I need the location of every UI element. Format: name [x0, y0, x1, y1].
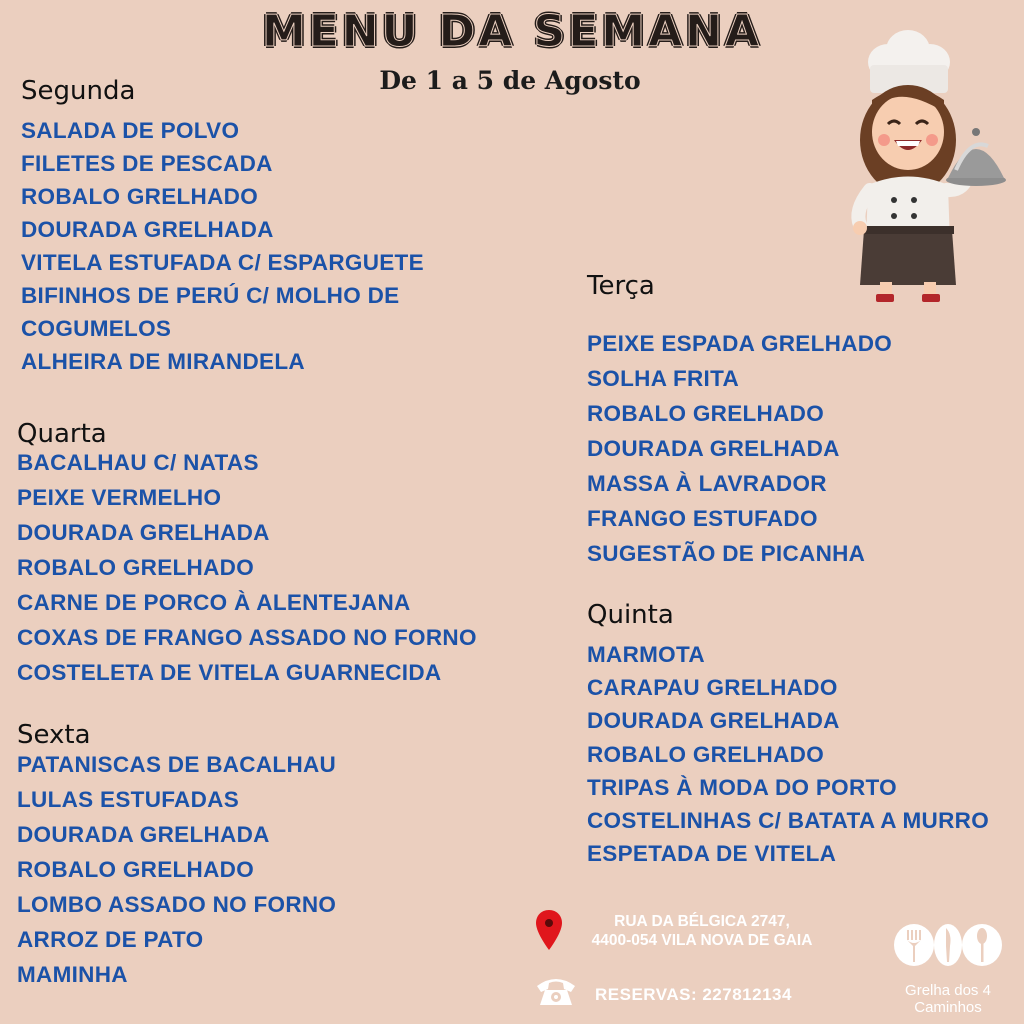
menu-item: CARNE DE PORCO À ALENTEJANA	[17, 590, 411, 615]
menu-item: SUGESTÃO DE PICANHA	[587, 541, 866, 566]
menu-item: ROBALO GRELHADO	[17, 555, 254, 580]
menu-item: PEIXE VERMELHO	[17, 485, 222, 510]
menu-item: COSTELETA DE VITELA GUARNECIDA	[17, 660, 442, 685]
menu-item: TRIPAS À MODA DO PORTO	[587, 774, 897, 800]
menu-item: DOURADA GRELHADA	[21, 217, 274, 242]
logo-line-1: Grelha dos 4	[905, 982, 991, 999]
telephone-icon	[534, 974, 578, 1008]
menu-list-quinta	[587, 638, 989, 870]
menu-item: COXAS DE FRANGO ASSADO NO FORNO	[17, 625, 477, 650]
menu-item: DOURADA GRELHADA	[17, 822, 270, 847]
menu-item: ESPETADA DE VITELA	[587, 841, 837, 867]
menu-item: PEIXE ESPADA GRELHADO	[587, 331, 893, 356]
menu-item: MAMINHA	[17, 962, 128, 987]
cutlery-logo-icon	[888, 922, 1008, 968]
menu-item: ROBALO GRELHADO	[587, 401, 824, 426]
menu-item: ROBALO GRELHADO	[17, 857, 254, 882]
chef-illustration	[838, 20, 1018, 310]
menu-item: BIFINHOS DE PERÚ C/ MOLHO DE	[21, 283, 400, 308]
menu-item: VITELA ESTUFADA C/ ESPARGUETE	[21, 250, 424, 275]
menu-item: SALADA DE POLVO	[21, 118, 240, 143]
menu-item: MASSA À LAVRADOR	[587, 471, 827, 496]
menu-item: DOURADA GRELHADA	[17, 520, 270, 545]
menu-list-segunda	[21, 114, 424, 378]
day-heading-terca: Terça	[587, 271, 655, 301]
page-title: MENU DA SEMANA	[261, 6, 763, 57]
menu-item: DOURADA GRELHADA	[587, 436, 840, 461]
day-heading-quarta: Quarta	[17, 419, 107, 449]
menu-item: BACALHAU C/ NATAS	[17, 450, 259, 475]
menu-item: ROBALO GRELHADO	[21, 184, 258, 209]
menu-item: FILETES DE PESCADA	[21, 151, 273, 176]
restaurant-logo-text	[880, 982, 1016, 1016]
menu-item: FRANGO ESTUFADO	[587, 506, 818, 531]
map-pin-icon	[535, 908, 563, 952]
menu-item: CARAPAU GRELHADO	[587, 675, 838, 701]
logo-line-2: Caminhos	[914, 999, 982, 1016]
menu-item: PATANISCAS DE BACALHAU	[17, 752, 337, 777]
menu-item: MARMOTA	[587, 642, 705, 667]
menu-item: LOMBO ASSADO NO FORNO	[17, 892, 337, 917]
menu-item: LULAS ESTUFADAS	[17, 787, 240, 812]
menu-item: ARROZ DE PATO	[17, 927, 204, 952]
day-heading-sexta: Sexta	[17, 720, 91, 750]
menu-list-sexta	[17, 747, 336, 992]
date-range-subtitle: De 1 a 5 de Agosto	[379, 66, 641, 95]
address	[567, 912, 837, 950]
menu-item: SOLHA FRITA	[587, 366, 740, 391]
menu-item: ROBALO GRELHADO	[587, 741, 824, 767]
menu-item: COSTELINHAS C/ BATATA A MURRO	[587, 808, 989, 834]
address-line-1: RUA DA BÉLGICA 2747,	[614, 913, 790, 930]
menu-item: DOURADA GRELHADA	[587, 708, 840, 734]
address-line-2: 4400-054 VILA NOVA DE GAIA	[591, 932, 813, 949]
reservation-phone: RESERVAS: 227812134	[595, 985, 792, 1004]
menu-list-quarta	[17, 445, 477, 690]
day-heading-segunda: Segunda	[21, 76, 136, 106]
menu-item: ALHEIRA DE MIRANDELA	[21, 349, 305, 374]
menu-item: COGUMELOS	[21, 316, 172, 341]
menu-list-terca	[587, 326, 892, 571]
day-heading-quinta: Quinta	[587, 600, 674, 630]
